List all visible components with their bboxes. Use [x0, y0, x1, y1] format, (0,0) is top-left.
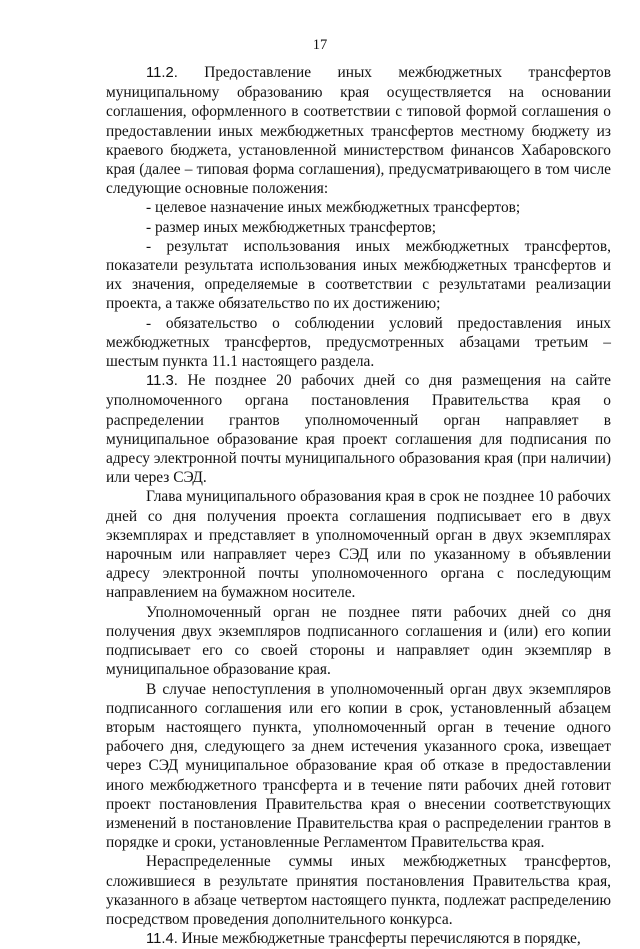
paragraph-11-3: [106, 371, 611, 487]
paragraph-authority-signing: [106, 603, 611, 680]
paragraph-text: Иные межбюджетные трансферты перечисляются в порядке,: [177, 930, 581, 948]
paragraph-text: Уполномоченный орган не позднее пяти рабочих дней со дня получения двух экземпляров подписанного соглашения и (или) его копии подписывает его со своей стороны и направляет один экземпляр в муниципальное образование края.: [106, 603, 611, 679]
page-number: 17: [312, 37, 328, 53]
paragraph-text: - целевое назначение иных межбюджетных трансфертов;: [146, 199, 521, 217]
item-number: 11.2.: [146, 65, 178, 81]
list-item-purpose: [106, 198, 611, 217]
paragraph-text: - результат использования иных межбюджетных трансфертов, показатели результата использования иных межбюджетных трансфертов и их значения, определяемые в соответствии с результатами реализации проекта, а также обязательство по их достижению;: [106, 237, 611, 313]
paragraph-undistributed: [106, 852, 611, 929]
document-body: [106, 63, 611, 949]
paragraph-text: - размер иных межбюджетных трансфертов;: [146, 218, 437, 236]
list-item-obligation: [106, 314, 611, 372]
paragraph-non-receipt: [106, 680, 611, 853]
paragraph-head-signing: [106, 487, 611, 602]
paragraph-text: Нераспределенные суммы иных межбюджетных трансфертов, сложившиеся в результате принятия постановления Правительства края, указанного в абзаце четвертом настоящего пункта, подлежат распределению посредством проведения дополнительного конкурса.: [106, 853, 611, 928]
paragraph-text: - обязательство о соблюдении условий предоставления иных межбюджетных трансфертов, предусмотренных абзацами третьим – шестым пункта 11.1 настоящего раздела.: [106, 314, 611, 371]
item-number: 11.3.: [146, 373, 178, 390]
paragraph-text: Не позднее 20 рабочих дней со дня размещения на сайте уполномоченного органа постановления Правительства края о распределении грантов уполномоченный орган направляет в муниципальное образование края проект соглашения для подписания по адресу электронной почты муниципального образования края (при наличии) или через СЭД.: [106, 372, 611, 487]
paragraph-text: Предоставление иных межбюджетных трансфертов муниципальному образованию края осуществляется на основании соглашения, оформленного в соответствии с типовой формой соглашения о предоставлении иных межбюджетных трансфертов местному бюджету из краевого бюджета, установленной министерством финансов Хабаровского края (далее – типовая форма соглашения), предусматривающего в том числе следующие основные положения:: [106, 64, 611, 198]
paragraph-text: Глава муниципального образования края в срок не позднее 10 рабочих дней со дня получения проекта соглашения подписывает его в двух экземплярах и представляет в уполномоченный орган в двух экземплярах нарочным или направляет через СЭД или по указанному в объявлении адресу электронной почты уполномоченного органа с последующим направлением на бумажном носителе.: [106, 488, 611, 602]
paragraph-text: В случае непоступления в уполномоченный орган двух экземпляров подписанного соглашения или его копии в срок, установленный абзацем вторым настоящего пункта, уполномоченный орган в течение одного рабочего дня, следующего за днем истечения указанного срока, извещает через СЭД муниципальное образование края об отказе в предоставлении иного межбюджетного трансферта и в течение пяти рабочих дней готовит проект постановления Правительства края о внесении соответствующих изменений в постановление Правительства края о распределении грантов в порядке и сроки, установленные Регламентом Правительства края.: [106, 680, 611, 852]
list-item-result: [106, 237, 611, 314]
item-number: 11.4.: [146, 931, 178, 948]
paragraph-11-2: [106, 63, 611, 198]
list-item-amount: [106, 218, 611, 237]
paragraph-11-4: [106, 929, 611, 949]
